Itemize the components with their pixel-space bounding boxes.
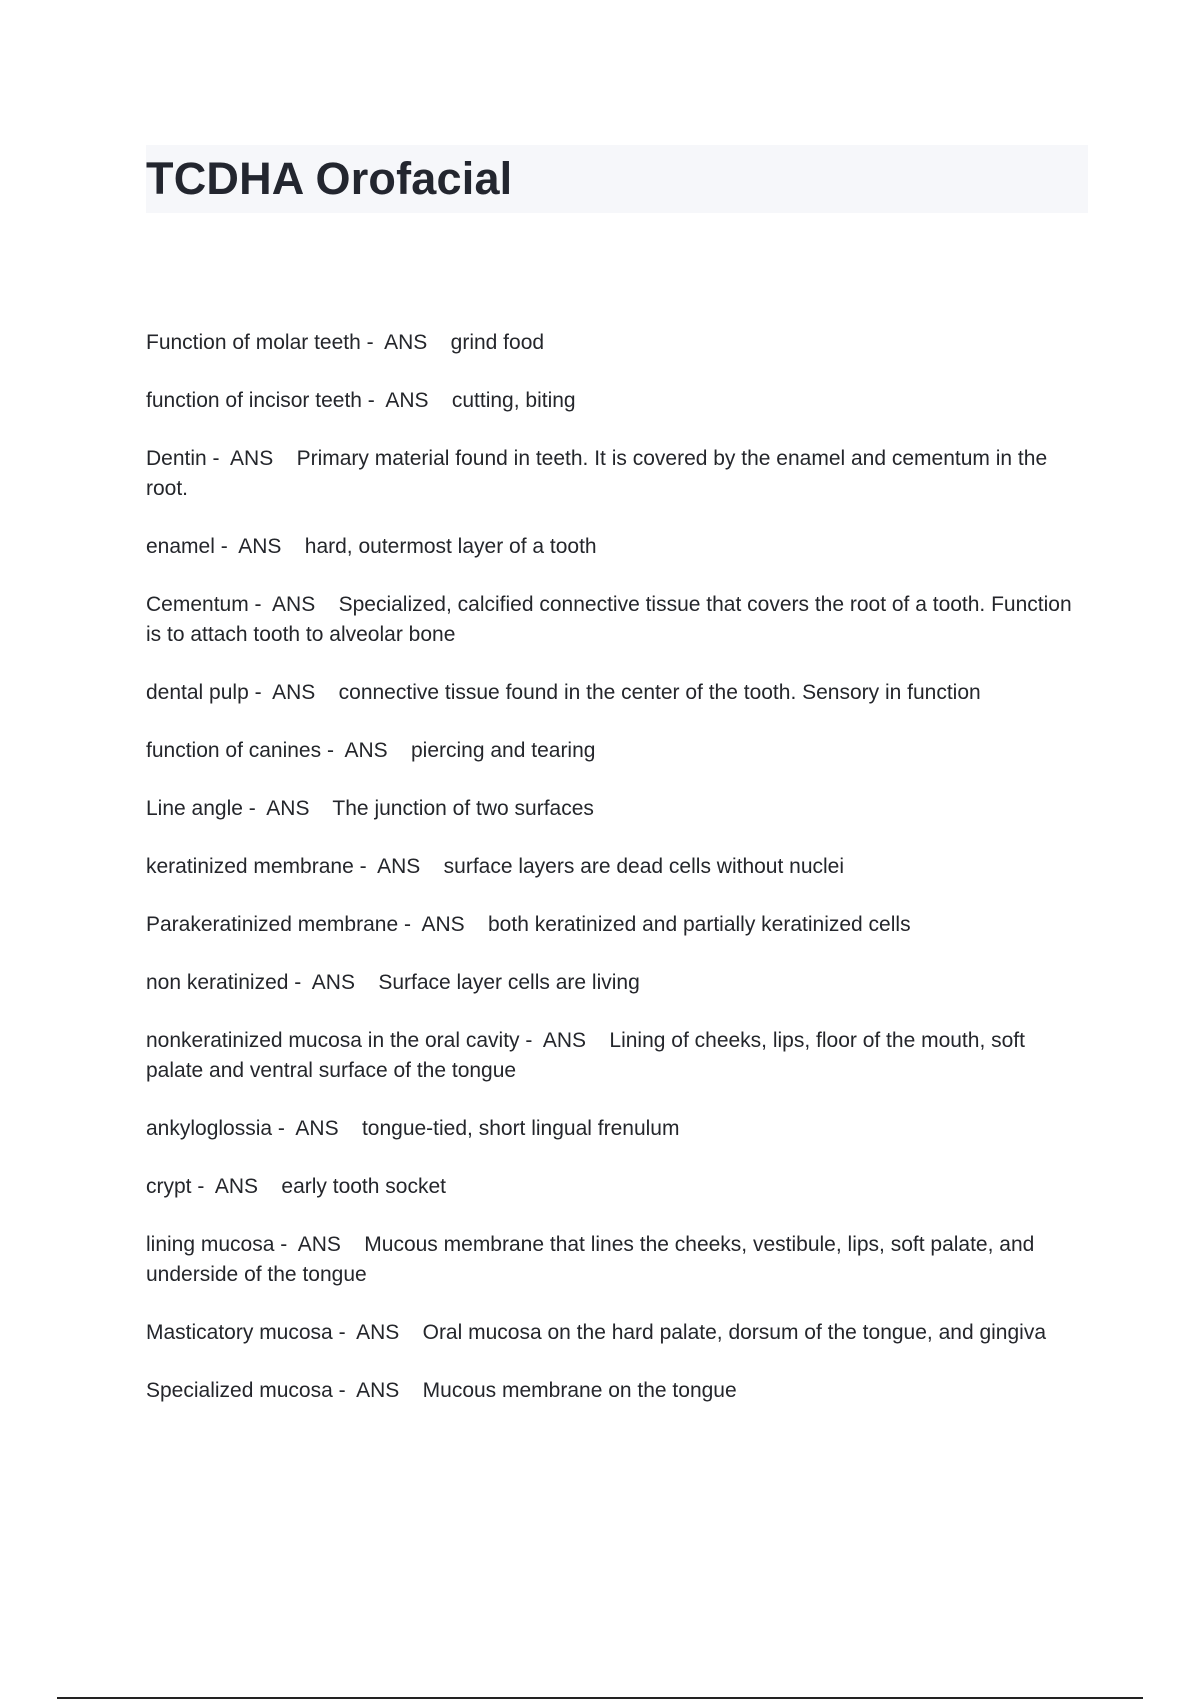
title-band [146, 145, 1088, 213]
ans-marker: ANS [295, 1117, 339, 1140]
qa-item [146, 910, 1088, 940]
answer-text: surface layers are dead cells without nuclei [443, 855, 845, 878]
qa-item [146, 1318, 1088, 1348]
qa-item [146, 678, 1088, 708]
separator: - [248, 593, 273, 616]
separator: - [332, 1379, 357, 1402]
ans-marker: ANS [297, 1233, 341, 1256]
ans-marker: ANS [272, 681, 316, 704]
answer-text: cutting, biting [451, 389, 576, 412]
separator: - [288, 971, 312, 994]
separator: - [272, 1117, 296, 1140]
answer-text: Mucous membrane that lines the cheeks, vestibule, lips, soft palate, and underside of the tongue [146, 1233, 1035, 1286]
separator: - [248, 681, 273, 704]
ans-marker: ANS [421, 913, 465, 936]
question-text: Parakeratinized membrane [146, 913, 399, 936]
ans-marker: ANS [266, 797, 310, 820]
separator: - [242, 797, 267, 820]
question-text: non keratinized [146, 971, 289, 994]
separator: - [519, 1029, 543, 1052]
answer-text: Oral mucosa on the hard palate, dorsum of the tongue, and gingiva [422, 1321, 1047, 1344]
question-text: Cementum [146, 593, 249, 616]
qa-item [146, 328, 1088, 358]
ans-marker: ANS [385, 389, 429, 412]
question-text: Masticatory mucosa [146, 1321, 333, 1344]
answer-text: Surface layer cells are living [378, 971, 640, 994]
question-text: Line angle [146, 797, 243, 820]
ans-marker: ANS [542, 1029, 587, 1052]
qa-item [146, 532, 1088, 562]
question-text: Specialized mucosa [146, 1379, 333, 1402]
qa-item [146, 794, 1088, 824]
separator: - [191, 1175, 215, 1198]
question-text: crypt [146, 1175, 192, 1198]
ans-marker: ANS [230, 447, 274, 470]
question-text: nonkeratinized mucosa in the oral cavity [146, 1029, 520, 1052]
qa-item [146, 736, 1088, 766]
question-text: keratinized membrane [146, 855, 354, 878]
footer-divider [57, 1697, 1143, 1699]
answer-text: Mucous membrane on the tongue [422, 1379, 737, 1402]
separator: - [206, 447, 231, 470]
qa-list [146, 328, 1088, 1434]
page-title: TCDHA Orofacial [146, 153, 513, 204]
answer-text: early tooth socket [281, 1175, 446, 1198]
question-text: function of incisor teeth [146, 389, 362, 412]
separator: - [361, 389, 386, 412]
answer-text: both keratinized and partially keratinized cells [488, 913, 911, 936]
separator: - [398, 913, 422, 936]
answer-text: Lining of cheeks, lips, floor of the mouth, soft palate and ventral surface of the tongue [146, 1029, 1025, 1082]
ans-marker: ANS [356, 1321, 400, 1344]
question-text: dental pulp [146, 681, 249, 704]
answer-text: The junction of two surfaces [332, 797, 594, 820]
ans-marker: ANS [311, 971, 355, 994]
question-text: Dentin [146, 447, 207, 470]
qa-item [146, 852, 1088, 882]
ans-marker: ANS [214, 1175, 259, 1198]
ans-marker: ANS [238, 535, 282, 558]
answer-text: hard, outermost layer of a tooth [304, 535, 597, 558]
question-text: Function of molar teeth [146, 331, 361, 354]
qa-item [146, 444, 1088, 504]
ans-marker: ANS [356, 1379, 400, 1402]
answer-text: Specialized, calcified connective tissue that covers the root of a tooth. Function is to attach tooth to alveolar bone [146, 593, 1072, 646]
question-text: lining mucosa [146, 1233, 275, 1256]
separator: - [360, 331, 385, 354]
question-text: ankyloglossia [146, 1117, 273, 1140]
question-text: enamel [146, 535, 215, 558]
qa-item [146, 386, 1088, 416]
qa-item [146, 1376, 1088, 1406]
question-text: function of canines [146, 739, 322, 762]
qa-item [146, 1026, 1088, 1086]
separator: - [274, 1233, 298, 1256]
answer-text: piercing and tearing [411, 739, 596, 762]
ans-marker: ANS [344, 739, 388, 762]
ans-marker: ANS [384, 331, 428, 354]
qa-item [146, 1230, 1088, 1290]
separator: - [321, 739, 345, 762]
qa-item [146, 1172, 1088, 1202]
qa-item [146, 968, 1088, 998]
separator: - [214, 535, 239, 558]
answer-text: connective tissue found in the center of the tooth. Sensory in function [338, 681, 981, 704]
answer-text: grind food [450, 331, 545, 354]
ans-marker: ANS [377, 855, 421, 878]
answer-text: Primary material found in teeth. It is covered by the enamel and cementum in the root. [146, 447, 1048, 500]
qa-item [146, 590, 1088, 650]
answer-text: tongue-tied, short lingual frenulum [361, 1117, 680, 1140]
separator: - [353, 855, 378, 878]
ans-marker: ANS [272, 593, 316, 616]
qa-item [146, 1114, 1088, 1144]
separator: - [332, 1321, 357, 1344]
